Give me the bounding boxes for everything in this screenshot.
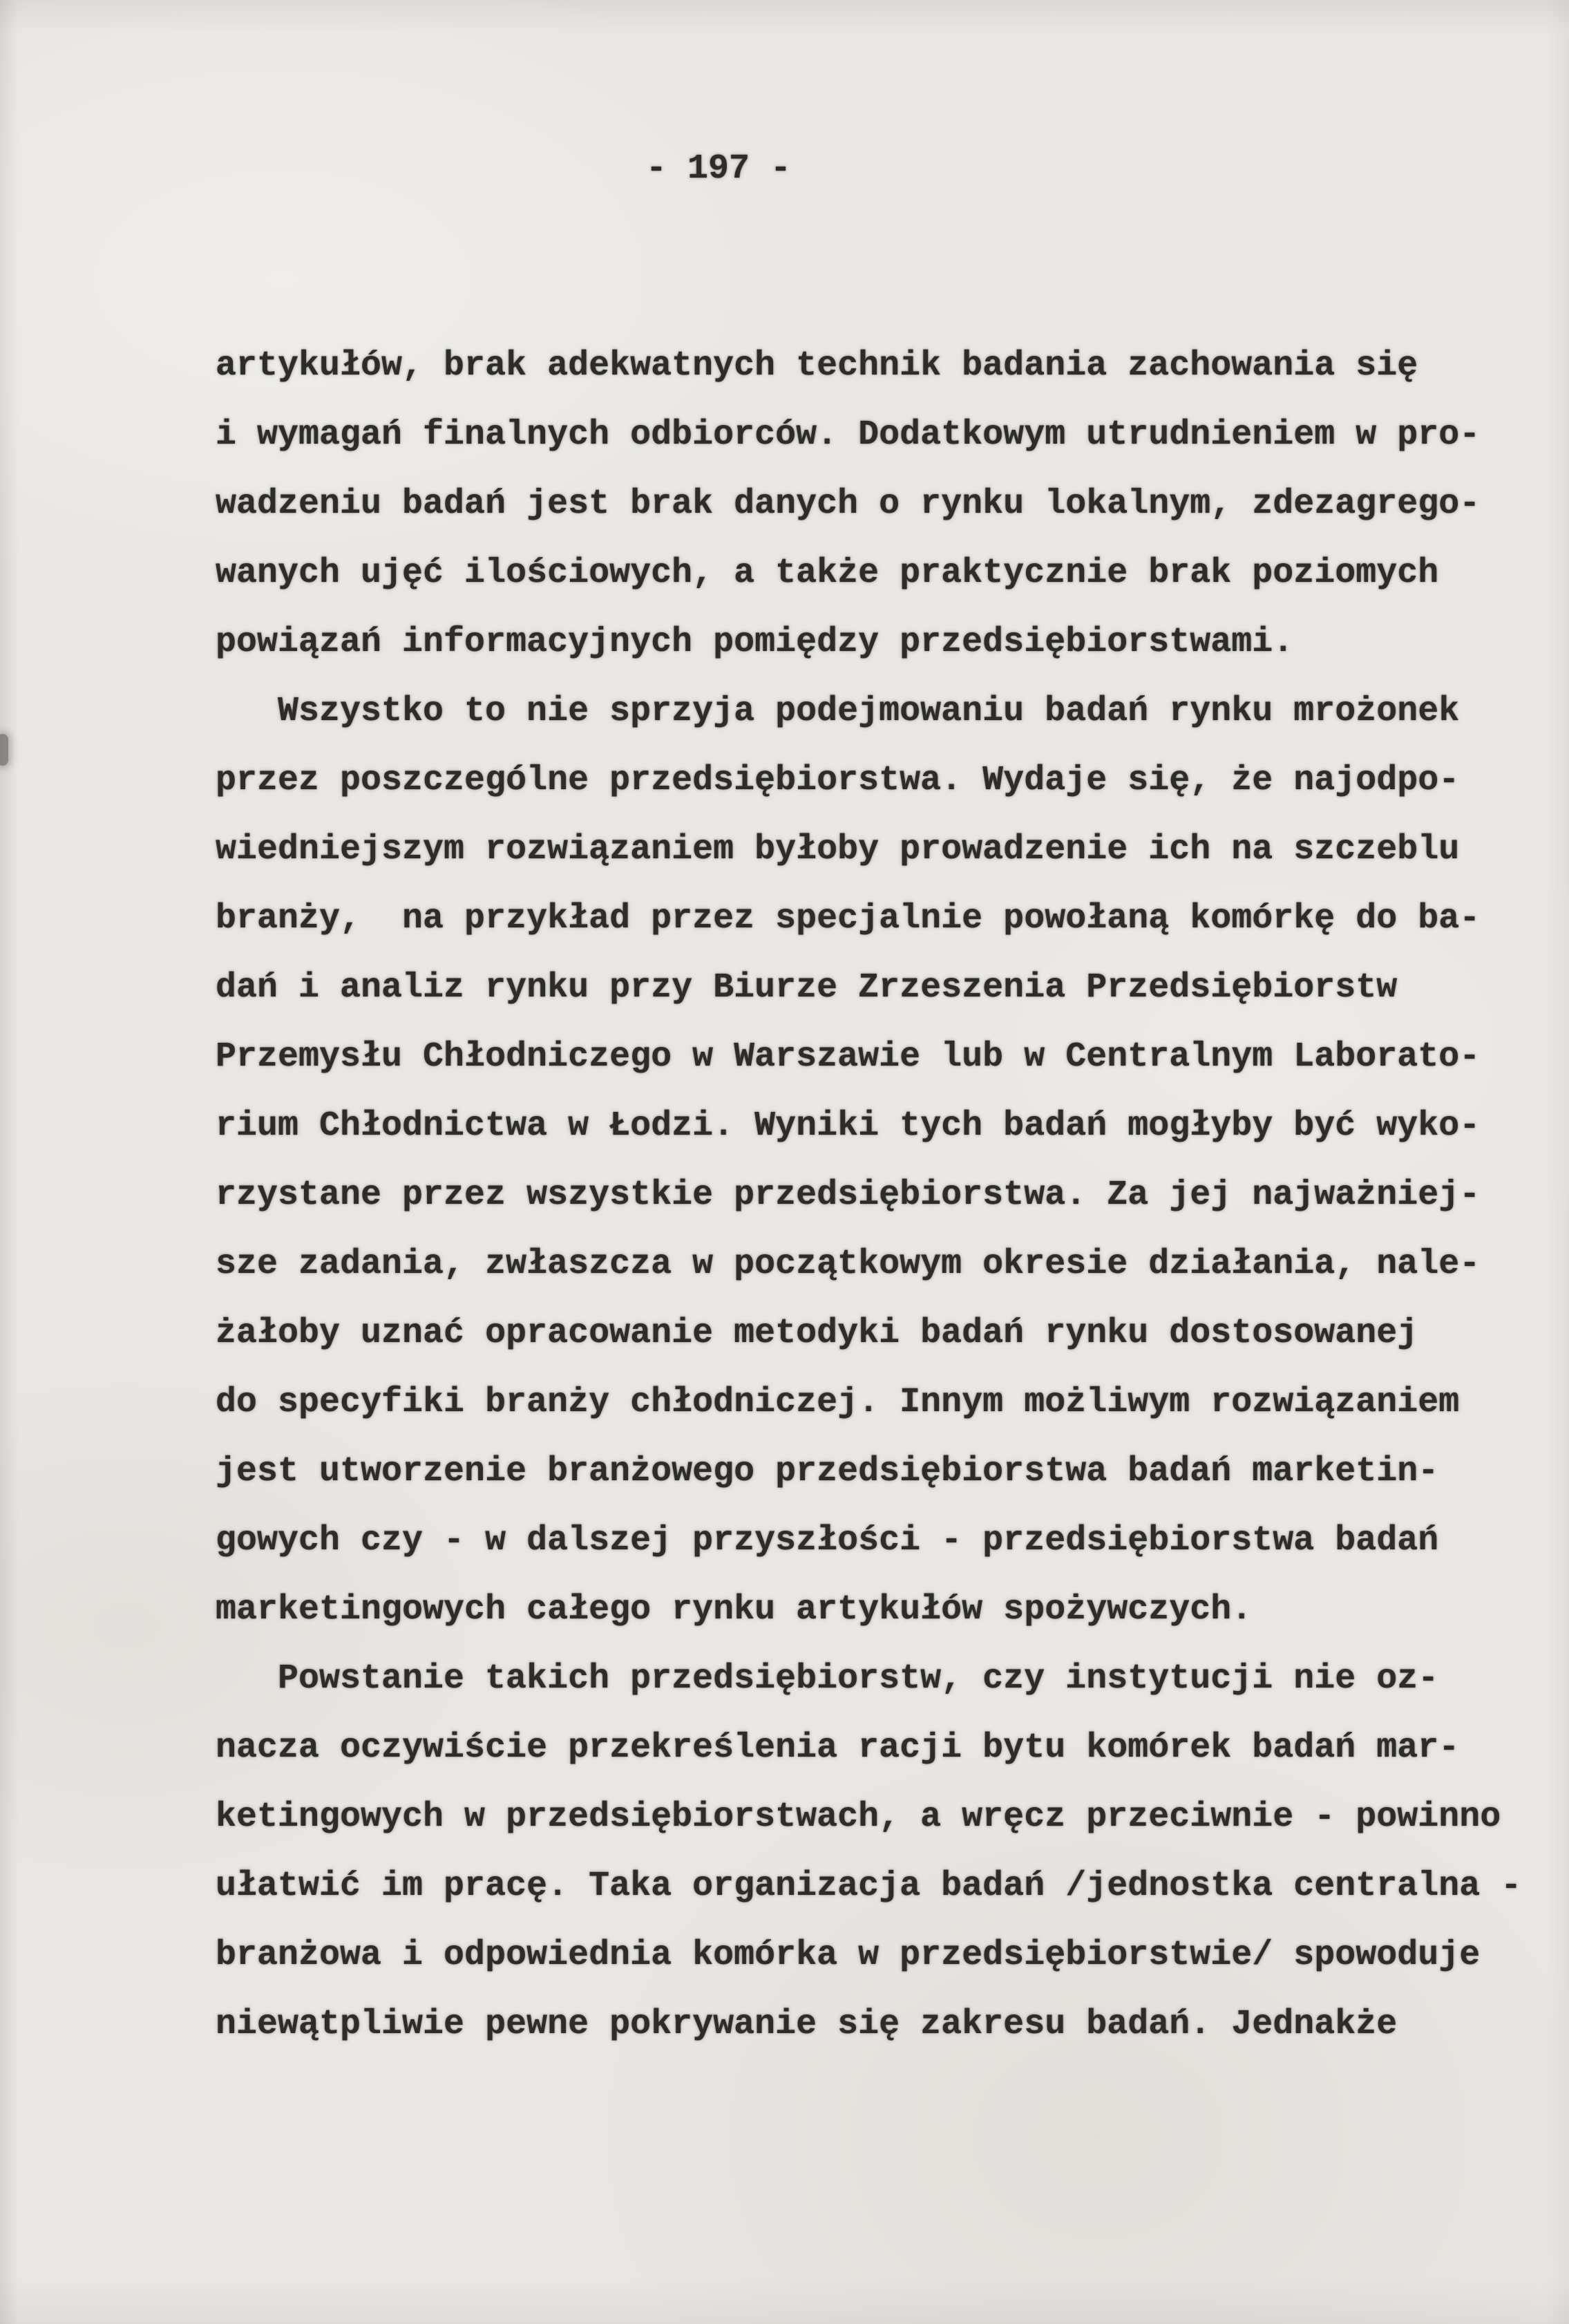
text-line: powiązań informacyjnych pomiędzy przedsiębiorstwami.: [216, 623, 1294, 662]
text-line: Powstanie takich przedsiębiorstw, czy instytucji nie oz-: [278, 1659, 1439, 1699]
page-number: - 197 -: [646, 149, 792, 189]
text-line: rium Chłodnictwa w Łodzi. Wyniki tych badań mogłyby być wyko-: [216, 1106, 1481, 1146]
text-line: Przemysłu Chłodniczego w Warszawie lub w Centralnym Laborato-: [216, 1037, 1481, 1077]
text-line: branżowa i odpowiednia komórka w przedsiębiorstwie/ spowoduje: [216, 1936, 1481, 1975]
text-line: wiedniejszym rozwiązaniem byłoby prowadzenie ich na szczeblu: [216, 830, 1460, 869]
text-line: wadzeniu badań jest brak danych o rynku lokalnym, zdezagrego-: [216, 484, 1481, 524]
text-line: ketingowych w przedsiębiorstwach, a wręcz przeciwnie - powinno: [216, 1797, 1501, 1837]
text-line: sze zadania, zwłaszcza w początkowym okresie działania, nale-: [216, 1245, 1481, 1284]
text-line: i wymagań finalnych odbiorców. Dodatkowym utrudnieniem w pro-: [216, 415, 1481, 455]
text-line: gowych czy - w dalszej przyszłości - przedsiębiorstwa badań: [216, 1521, 1439, 1560]
text-line: jest utworzenie branżowego przedsiębiorstwa badań marketin-: [216, 1452, 1439, 1491]
text-line: Wszystko to nie sprzyja podejmowaniu badań rynku mrożonek: [278, 692, 1460, 731]
text-line: ułatwić im pracę. Taka organizacja badań /jednostka centralna -: [216, 1867, 1522, 1906]
text-line: do specyfiki branży chłodniczej. Innym możliwym rozwiązaniem: [216, 1383, 1460, 1422]
text-line: rzystane przez wszystkie przedsiębiorstwa. Za jej najważniej-: [216, 1175, 1481, 1215]
text-line: branży, na przykład przez specjalnie powołaną komórkę do ba-: [216, 899, 1481, 938]
text-line: przez poszczególne przedsiębiorstwa. Wydaje się, że najodpo-: [216, 761, 1460, 800]
text-line: marketingowych całego rynku artykułów spożywczych.: [216, 1590, 1253, 1629]
text-line: nacza oczywiście przekreślenia racji bytu komórek badań mar-: [216, 1728, 1460, 1768]
text-line: artykułów, brak adekwatnych technik badania zachowania się: [216, 346, 1418, 386]
typewritten-text-block: [216, 332, 1522, 2059]
scan-edge-artifact: [0, 734, 8, 766]
text-line: dań i analiz rynku przy Biurze Zrzeszenia Przedsiębiorstw: [216, 968, 1398, 1008]
text-line: wanych ujęć ilościowych, a także praktycznie brak poziomych: [216, 554, 1439, 593]
text-line: żałoby uznać opracowanie metodyki badań rynku dostosowanej: [216, 1314, 1418, 1353]
text-line: niewątpliwie pewne pokrywanie się zakresu badań. Jednakże: [216, 2005, 1398, 2044]
